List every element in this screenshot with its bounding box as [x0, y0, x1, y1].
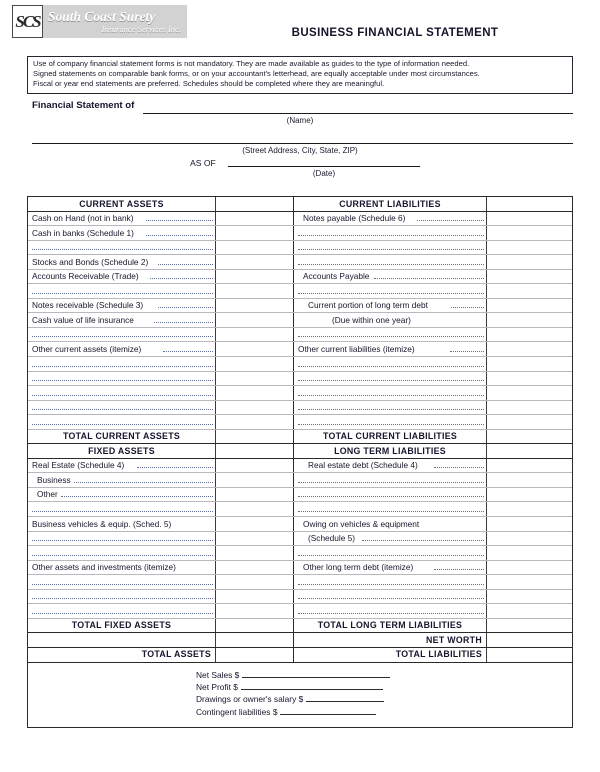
line-item-value-cell[interactable] [215, 372, 293, 386]
leader-dots [32, 395, 213, 396]
line-item-value-cell[interactable] [215, 255, 293, 269]
line-item-label: Notes payable (Schedule 6) [303, 213, 406, 224]
line-item-label-cell [28, 473, 215, 487]
line-item-label-cell [293, 372, 486, 386]
line-item-label-cell [28, 386, 215, 400]
long-term-liabilities-header-cell [293, 444, 486, 458]
line-item-label-cell [293, 546, 486, 560]
line-item-value-cell[interactable] [215, 575, 293, 589]
leader-dots [450, 351, 484, 352]
line-item-value-cell[interactable] [486, 532, 572, 546]
instructions-line-1: Use of company financial statement forms is not mandatory. They are made available as guides to the type of information needed. [33, 59, 470, 68]
date-caption: (Date) [312, 169, 336, 178]
contingent-row [28, 706, 572, 718]
line-item-label-cell [28, 313, 215, 327]
line-item-label-cell [293, 401, 486, 415]
as-of-date-input[interactable] [228, 166, 420, 167]
long-term-liabilities-header-value [486, 444, 572, 458]
line-item-label: Notes receivable (Schedule 3) [32, 300, 144, 311]
table-row [28, 561, 572, 576]
line-item-value-cell[interactable] [486, 342, 572, 356]
line-item-value-cell[interactable] [215, 313, 293, 327]
line-item-label-cell [293, 342, 486, 356]
leader-dots [298, 380, 484, 381]
leader-dots [163, 351, 214, 352]
leader-dots [74, 482, 213, 483]
total-current-row [28, 430, 572, 445]
total-long-term-liabilities-value[interactable] [486, 619, 572, 633]
line-item-label: Accounts Payable [303, 271, 370, 282]
leader-dots [298, 235, 484, 236]
total-assets-value[interactable] [215, 648, 293, 662]
leader-dots [32, 293, 213, 294]
leader-dots [451, 307, 484, 308]
line-item-label-cell [293, 386, 486, 400]
line-item-label-cell [293, 313, 486, 327]
total-fixed-row [28, 619, 572, 634]
line-item-value-cell[interactable] [486, 473, 572, 487]
leader-dots [32, 424, 213, 425]
leader-dots [434, 569, 485, 570]
leader-dots [32, 584, 213, 585]
table-row [28, 255, 572, 270]
line-item-label-cell [293, 328, 486, 342]
leader-dots [32, 249, 213, 250]
section-header-row [28, 197, 572, 212]
net-worth-value[interactable] [486, 633, 572, 647]
table-row [28, 226, 572, 241]
line-item-value-cell[interactable] [215, 386, 293, 400]
fixed-section-header-row [28, 444, 572, 459]
leader-dots [298, 395, 484, 396]
leader-dots [417, 220, 485, 221]
line-item-label-cell [293, 284, 486, 298]
table-row [28, 517, 572, 532]
current-assets-header-label: CURRENT ASSETS [79, 198, 164, 209]
line-item-value-cell[interactable] [486, 284, 572, 298]
table-row [28, 532, 572, 547]
line-item-label-cell [293, 575, 486, 589]
line-item-label-cell [28, 226, 215, 240]
line-item-value-cell[interactable] [486, 546, 572, 560]
company-logo [12, 5, 187, 38]
total-assets-cell [28, 648, 215, 662]
total-liabilities-label: TOTAL LIABILITIES [395, 649, 482, 660]
line-item-value-cell[interactable] [215, 488, 293, 502]
line-item-value-cell[interactable] [215, 473, 293, 487]
net-worth-row [28, 633, 572, 648]
line-item-value-cell[interactable] [215, 401, 293, 415]
leader-dots [434, 467, 484, 468]
line-item-label: Other current liabilities (itemize) [298, 343, 415, 354]
leader-dots [298, 336, 484, 337]
logo-company-tagline: Insurance Services Inc. [101, 23, 181, 34]
fixed-section-body [28, 459, 572, 619]
as-of-label: AS OF [190, 158, 216, 168]
line-item-label-cell [28, 546, 215, 560]
line-item-label-cell [293, 255, 486, 269]
logo-wordmark [43, 5, 187, 38]
line-item-label: Business vehicles & equip. (Sched. 5) [32, 518, 172, 529]
line-item-label: Real estate debt (Schedule 4) [308, 460, 418, 471]
line-item-value-cell[interactable] [215, 502, 293, 516]
leader-dots [137, 467, 213, 468]
line-item-label: Cash in banks (Schedule 1) [32, 227, 134, 238]
line-item-value-cell[interactable] [486, 561, 572, 575]
fixed-assets-header-label: FIXED ASSETS [88, 445, 155, 456]
total-liabilities-value[interactable] [486, 648, 572, 662]
leader-dots [32, 409, 213, 410]
line-item-value-cell[interactable] [486, 575, 572, 589]
table-row [28, 459, 572, 474]
table-row [28, 313, 572, 328]
total-current-liabilities-value[interactable] [486, 430, 572, 444]
line-item-label-cell [28, 270, 215, 284]
line-item-label-cell [293, 590, 486, 604]
line-item-label: Accounts Receivable (Trade) [32, 271, 139, 282]
table-row [28, 372, 572, 387]
table-row [28, 328, 572, 343]
logo-company-name: South Coast Surety [48, 8, 156, 24]
line-item-label: (Due within one year) [332, 314, 411, 325]
fixed-assets-header-value [215, 444, 293, 458]
line-item-value-cell[interactable] [486, 590, 572, 604]
line-item-value-cell[interactable] [486, 357, 572, 371]
net-profit-input[interactable] [241, 682, 383, 690]
drawings-input[interactable] [306, 694, 384, 702]
table-row [28, 386, 572, 401]
current-section-body [28, 212, 572, 430]
instructions-box [27, 56, 573, 94]
line-item-label-cell [28, 241, 215, 255]
current-assets-header-value [215, 197, 293, 211]
line-item-value-cell[interactable] [486, 241, 572, 255]
leader-dots [298, 424, 484, 425]
line-item-value-cell[interactable] [215, 299, 293, 313]
total-current-liabilities-label: TOTAL CURRENT LIABILITIES [322, 431, 458, 442]
line-item-label: Business [37, 474, 71, 485]
leader-dots [32, 511, 213, 512]
leader-dots [158, 307, 213, 308]
leader-dots [298, 496, 484, 497]
total-long-term-liabilities-cell [293, 619, 486, 633]
line-item-label-cell [28, 328, 215, 342]
table-row [28, 546, 572, 561]
line-item-label-cell [28, 299, 215, 313]
line-item-value-cell[interactable] [486, 502, 572, 516]
drawings-row [28, 693, 572, 705]
contingent-label: Contingent liabilities $ [196, 706, 278, 717]
contingent-liabilities-input[interactable] [280, 707, 376, 715]
line-item-value-cell[interactable] [486, 313, 572, 327]
line-item-label-cell [28, 284, 215, 298]
line-item-value-cell[interactable] [215, 546, 293, 560]
line-item-label-cell [293, 604, 486, 618]
line-item-value-cell[interactable] [215, 561, 293, 575]
line-item-label: Cash value of life insurance [32, 314, 134, 325]
total-fixed-assets-label: TOTAL FIXED ASSETS [71, 620, 172, 631]
line-item-label-cell [28, 357, 215, 371]
line-item-value-cell[interactable] [215, 270, 293, 284]
table-row [28, 415, 572, 430]
line-item-label-cell [28, 604, 215, 618]
line-item-label-cell [293, 226, 486, 240]
leader-dots [146, 220, 214, 221]
line-item-value-cell[interactable] [486, 226, 572, 240]
line-item-label: Owing on vehicles & equipment [303, 518, 420, 529]
table-row [28, 401, 572, 416]
address-input[interactable] [32, 143, 573, 144]
leader-dots [32, 540, 213, 541]
line-item-label-cell [28, 415, 215, 429]
instructions-line-3: Fiscal or year end statements are preferred. Schedules should be completed where they are meaningful. [33, 79, 385, 89]
line-item-label-cell [28, 255, 215, 269]
line-item-label-cell [28, 401, 215, 415]
net-worth-spacer-value [215, 633, 293, 647]
line-item-label: Other current assets (itemize) [32, 343, 142, 354]
line-item-label: Other assets and investments (itemize) [32, 562, 176, 573]
line-item-label-cell [293, 270, 486, 284]
leader-dots [150, 278, 213, 279]
current-liabilities-header-value [486, 197, 572, 211]
line-item-value-cell[interactable] [215, 532, 293, 546]
line-item-value-cell[interactable] [215, 212, 293, 226]
table-row [28, 241, 572, 256]
line-item-label: Current portion of long term debt [308, 300, 428, 311]
leader-dots [32, 613, 213, 614]
leader-dots [298, 555, 484, 556]
leader-dots [298, 293, 484, 294]
financial-statement-of-label: Financial Statement of [32, 100, 135, 111]
line-item-label-cell [28, 459, 215, 473]
line-item-label-cell [28, 488, 215, 502]
net-worth-spacer-left [28, 633, 215, 647]
leader-dots [146, 235, 214, 236]
line-item-label-cell [293, 488, 486, 502]
line-item-label-cell [293, 212, 486, 226]
line-item-value-cell[interactable] [486, 401, 572, 415]
line-item-label-cell [293, 502, 486, 516]
leader-dots [298, 584, 484, 585]
scs-monogram-icon: SCS [12, 5, 43, 38]
net-profit-label: Net Profit $ [196, 681, 238, 692]
line-item-value-cell[interactable] [215, 226, 293, 240]
line-item-label-cell [293, 561, 486, 575]
line-item-label-cell [293, 299, 486, 313]
line-item-label-cell [28, 590, 215, 604]
line-item-label-cell [28, 575, 215, 589]
net-sales-row [28, 669, 572, 681]
line-item-value-cell[interactable] [215, 517, 293, 531]
line-item-label-cell [293, 532, 486, 546]
line-item-value-cell[interactable] [215, 328, 293, 342]
leader-dots [61, 496, 213, 497]
line-item-label-cell [293, 357, 486, 371]
table-row [28, 502, 572, 517]
leader-dots [298, 482, 484, 483]
net-sales-label: Net Sales $ [196, 669, 240, 680]
table-row [28, 590, 572, 605]
leader-dots [32, 366, 213, 367]
table-row [28, 357, 572, 372]
current-assets-header-cell [28, 197, 215, 211]
line-item-value-cell[interactable] [486, 212, 572, 226]
net-worth-cell [293, 633, 486, 647]
line-item-value-cell[interactable] [486, 517, 572, 531]
table-row [28, 299, 572, 314]
table-row [28, 575, 572, 590]
leader-dots [32, 336, 213, 337]
line-item-value-cell[interactable] [215, 459, 293, 473]
line-item-label: Real Estate (Schedule 4) [32, 460, 125, 471]
leader-dots [298, 511, 484, 512]
page-header [0, 0, 600, 52]
line-item-value-cell[interactable] [215, 357, 293, 371]
total-liabilities-cell [293, 648, 486, 662]
total-current-assets-label: TOTAL CURRENT ASSETS [62, 431, 181, 442]
address-caption: (Street Address, City, State, ZIP) [242, 146, 358, 155]
balance-sheet-table [27, 196, 573, 728]
name-caption: (Name) [286, 116, 314, 125]
line-item-value-cell[interactable] [486, 372, 572, 386]
line-item-value-cell[interactable] [215, 241, 293, 255]
line-item-value-cell[interactable] [215, 590, 293, 604]
line-item-label-cell [28, 561, 215, 575]
total-assets-label: TOTAL ASSETS [141, 649, 211, 660]
total-current-assets-value[interactable] [215, 430, 293, 444]
table-row [28, 473, 572, 488]
line-item-value-cell[interactable] [215, 604, 293, 618]
line-item-label-cell [28, 517, 215, 531]
line-item-label-cell [28, 532, 215, 546]
company-name-input[interactable] [143, 113, 573, 114]
line-item-value-cell[interactable] [215, 415, 293, 429]
total-fixed-assets-cell [28, 619, 215, 633]
instructions-line-2: Signed statements on comparable bank forms, or on your accountant's letterhead, are equally acceptable under most circumstances. [33, 69, 480, 79]
total-current-liabilities-cell [293, 430, 486, 444]
leader-dots [298, 366, 484, 367]
leader-dots [298, 613, 484, 614]
line-item-label: Cash on Hand (not in bank) [32, 213, 134, 224]
line-item-value-cell[interactable] [486, 328, 572, 342]
line-item-label-cell [293, 517, 486, 531]
table-row [28, 270, 572, 285]
line-item-label: Other [37, 489, 58, 500]
line-item-value-cell[interactable] [215, 284, 293, 298]
fixed-assets-header-cell [28, 444, 215, 458]
leader-dots [154, 322, 213, 323]
line-item-label-cell [28, 212, 215, 226]
line-item-label-cell [293, 241, 486, 255]
line-item-label-cell [293, 473, 486, 487]
line-item-value-cell[interactable] [486, 255, 572, 269]
line-item-value-cell[interactable] [486, 488, 572, 502]
leader-dots [298, 598, 484, 599]
leader-dots [298, 264, 484, 265]
long-term-liabilities-header-label: LONG TERM LIABILITIES [334, 445, 446, 456]
total-current-assets-cell [28, 430, 215, 444]
line-item-label-cell [28, 502, 215, 516]
leader-dots [374, 278, 484, 279]
leader-dots [158, 264, 213, 265]
leader-dots [32, 380, 213, 381]
line-item-label-cell [28, 372, 215, 386]
summary-footer [28, 663, 572, 728]
net-sales-input[interactable] [242, 670, 390, 678]
current-liabilities-header-label: CURRENT LIABILITIES [339, 198, 441, 209]
net-worth-label: NET WORTH [426, 634, 482, 645]
line-item-label: (Schedule 5) [308, 533, 356, 544]
total-long-term-liabilities-label: TOTAL LONG TERM LIABILITIES [317, 620, 463, 631]
leader-dots [298, 249, 484, 250]
table-row [28, 284, 572, 299]
leader-dots [362, 540, 484, 541]
leader-dots [298, 409, 484, 410]
line-item-label-cell [293, 415, 486, 429]
line-item-value-cell[interactable] [486, 604, 572, 618]
identity-fields [0, 100, 600, 178]
line-item-value-cell[interactable] [486, 415, 572, 429]
line-item-value-cell[interactable] [486, 299, 572, 313]
line-item-value-cell[interactable] [486, 386, 572, 400]
leader-dots [32, 555, 213, 556]
line-item-label: Other long term debt (itemize) [303, 562, 414, 573]
net-profit-row [28, 681, 572, 693]
total-fixed-assets-value[interactable] [215, 619, 293, 633]
table-row [28, 212, 572, 227]
line-item-label-cell [28, 342, 215, 356]
line-item-label-cell [293, 459, 486, 473]
line-item-value-cell[interactable] [486, 459, 572, 473]
line-item-value-cell[interactable] [486, 270, 572, 284]
table-row [28, 488, 572, 503]
grand-total-row [28, 648, 572, 663]
table-row [28, 342, 572, 357]
line-item-value-cell[interactable] [215, 342, 293, 356]
page-title: BUSINESS FINANCIAL STATEMENT [291, 27, 499, 39]
table-row [28, 604, 572, 619]
line-item-label: Stocks and Bonds (Schedule 2) [32, 256, 149, 267]
current-liabilities-header-cell [293, 197, 486, 211]
leader-dots [32, 598, 213, 599]
drawings-label: Drawings or owner's salary $ [196, 694, 304, 705]
